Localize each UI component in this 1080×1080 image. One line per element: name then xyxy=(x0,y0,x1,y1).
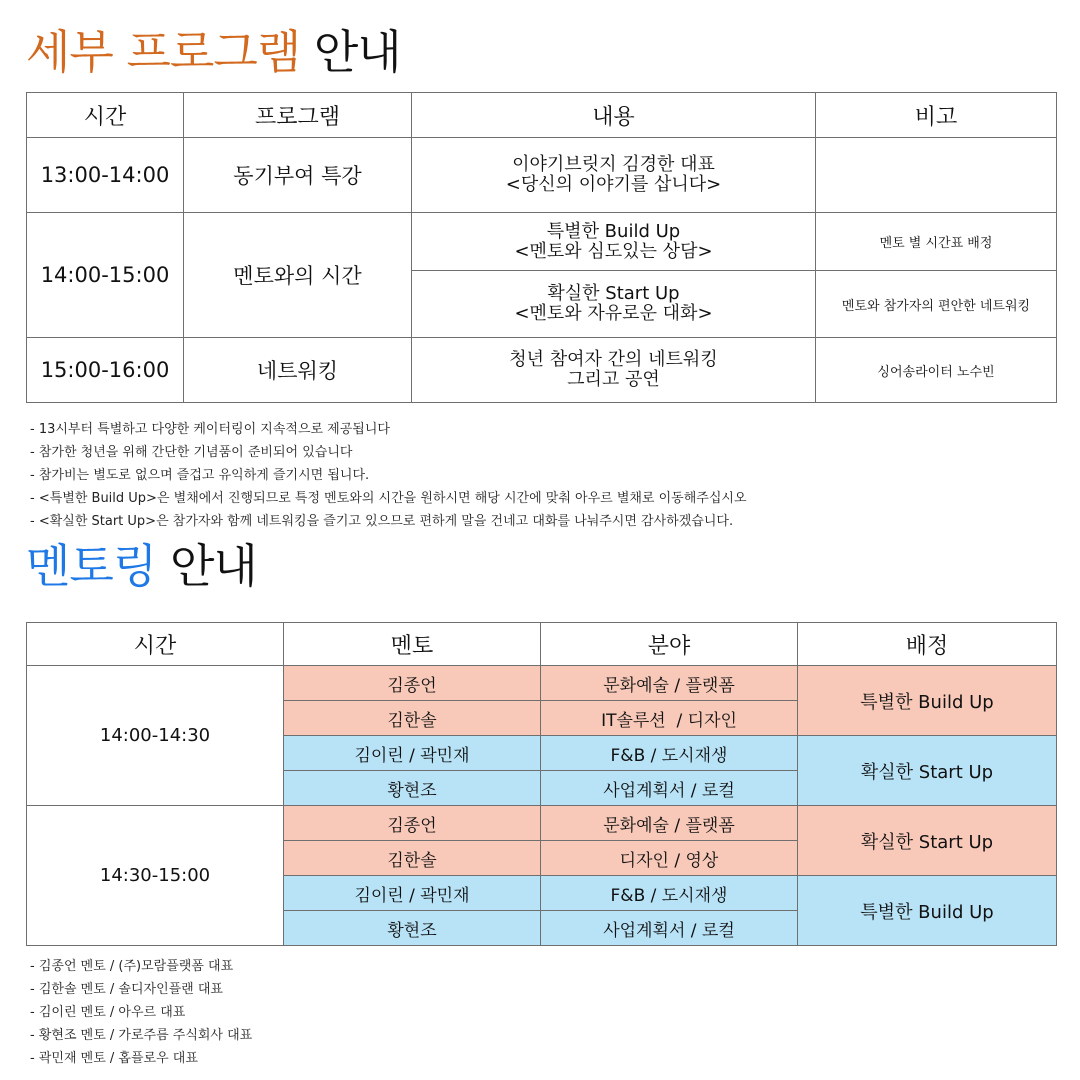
note-cell: 싱어송라이터 노수빈 xyxy=(816,338,1057,403)
content-cell xyxy=(412,338,816,403)
assign-cell: 특별한 Build Up xyxy=(798,666,1057,736)
mentoring-table-header xyxy=(27,623,1057,666)
header-program: 프로그램 xyxy=(184,93,412,138)
time-cell: 14:00-14:30 xyxy=(27,666,284,806)
note-line: - 김이린 멘토 / 아우르 대표 xyxy=(30,1005,186,1020)
note-cell: 멘토 별 시간표 배정 xyxy=(816,213,1057,271)
content-cell xyxy=(412,271,816,338)
mentor-cell: 김종언 xyxy=(284,666,541,701)
mentor-notes xyxy=(30,955,252,1070)
time-cell: 13:00-14:00 xyxy=(27,138,184,213)
assign-cell: 확실한 Start Up xyxy=(798,806,1057,876)
table-row xyxy=(27,213,1057,271)
note-line: - 김종언 멘토 / (주)모람플랫폼 대표 xyxy=(30,959,234,974)
field-cell: 사업계획서 / 로컬 xyxy=(541,911,798,946)
mentor-cell: 김한솔 xyxy=(284,701,541,736)
field-cell: 사업계획서 / 로컬 xyxy=(541,771,798,806)
assign-cell: 확실한 Start Up xyxy=(798,736,1057,806)
note-line: - 참가비는 별도로 없으며 즐겁고 유익하게 즐기시면 됩니다. xyxy=(30,468,370,483)
mentoring-heading-rest: 안내 xyxy=(169,539,257,593)
header-time: 시간 xyxy=(27,623,284,666)
program-cell: 동기부여 특강 xyxy=(184,138,412,213)
mentor-cell: 황현조 xyxy=(284,911,541,946)
content-line: 그리고 공연 xyxy=(567,369,660,390)
field-cell: F&B / 도시재생 xyxy=(541,736,798,771)
content-line: <멘토와 자유로운 대화> xyxy=(514,303,713,324)
content-line: 특별한 Build Up xyxy=(546,220,681,242)
time-cell: 14:30-15:00 xyxy=(27,806,284,946)
note-line: - 김한솔 멘토 / 솔디자인플랜 대표 xyxy=(30,982,223,997)
assign-cell: 특별한 Build Up xyxy=(798,876,1057,946)
field-cell: 문화예술 / 플랫폼 xyxy=(541,666,798,701)
mentoring-heading-accent: 멘토링 xyxy=(26,539,157,593)
content-line: 이야기브릿지 김경한 대표 xyxy=(512,154,715,175)
content-cell xyxy=(412,213,816,271)
time-cell: 14:00-15:00 xyxy=(27,213,184,338)
table-row xyxy=(27,138,1057,213)
program-heading-rest: 안내 xyxy=(313,25,401,79)
note-line: - <확실한 Start Up>은 참가자와 함께 네트워킹을 즐기고 있으므로 편하게 말을 건네고 대화를 나눠주시면 감사하겠습니다. xyxy=(30,514,734,529)
program-cell: 멘토와의 시간 xyxy=(184,213,412,338)
program-table-header xyxy=(27,93,1057,138)
mentor-cell: 김종언 xyxy=(284,806,541,841)
content-line: <멘토와 심도있는 상담> xyxy=(514,240,713,262)
content-line: 확실한 Start Up xyxy=(547,283,680,304)
field-cell: F&B / 도시재생 xyxy=(541,876,798,911)
note-line: - 곽민재 멘토 / 홉플로우 대표 xyxy=(30,1051,198,1066)
content-cell xyxy=(412,138,816,213)
mentor-cell: 김이린 / 곽민재 xyxy=(284,736,541,771)
mentor-cell: 김한솔 xyxy=(284,841,541,876)
program-notes xyxy=(30,418,747,533)
program-cell: 네트워킹 xyxy=(184,338,412,403)
table-row xyxy=(27,338,1057,403)
note-line: - 13시부터 특별하고 다양한 케이터링이 지속적으로 제공됩니다 xyxy=(30,422,390,437)
mentor-cell: 김이린 / 곽민재 xyxy=(284,876,541,911)
note-cell xyxy=(816,138,1057,213)
time-cell: 15:00-16:00 xyxy=(27,338,184,403)
note-line: - 황현조 멘토 / 가로주름 주식회사 대표 xyxy=(30,1028,253,1043)
mentoring-table xyxy=(26,622,1057,946)
program-heading xyxy=(26,24,401,80)
header-field: 분야 xyxy=(541,623,798,666)
table-row xyxy=(27,806,1057,841)
program-heading-accent: 세부 프로그램 xyxy=(26,25,301,79)
note-cell: 멘토와 참가자의 편안한 네트워킹 xyxy=(816,271,1057,338)
field-cell: 디자인 / 영상 xyxy=(541,841,798,876)
field-cell: IT솔루션 / 디자인 xyxy=(541,701,798,736)
header-time: 시간 xyxy=(27,93,184,138)
content-line: <당신의 이야기를 삽니다> xyxy=(505,174,722,195)
note-line: - <특별한 Build Up>은 별채에서 진행되므로 특정 멘토와의 시간을 원하시면 해당 시간에 맞춰 아우르 별채로 이동해주십시오 xyxy=(30,491,747,506)
mentor-cell: 황현조 xyxy=(284,771,541,806)
field-cell: 문화예술 / 플랫폼 xyxy=(541,806,798,841)
note-line: - 참가한 청년을 위해 간단한 기념품이 준비되어 있습니다 xyxy=(30,445,353,460)
header-content: 내용 xyxy=(412,93,816,138)
header-mentor: 멘토 xyxy=(284,623,541,666)
program-table xyxy=(26,92,1057,403)
header-assign: 배정 xyxy=(798,623,1057,666)
mentoring-heading xyxy=(26,538,257,594)
table-row xyxy=(27,666,1057,701)
header-note: 비고 xyxy=(816,93,1057,138)
content-line: 청년 참여자 간의 네트워킹 xyxy=(509,349,718,370)
